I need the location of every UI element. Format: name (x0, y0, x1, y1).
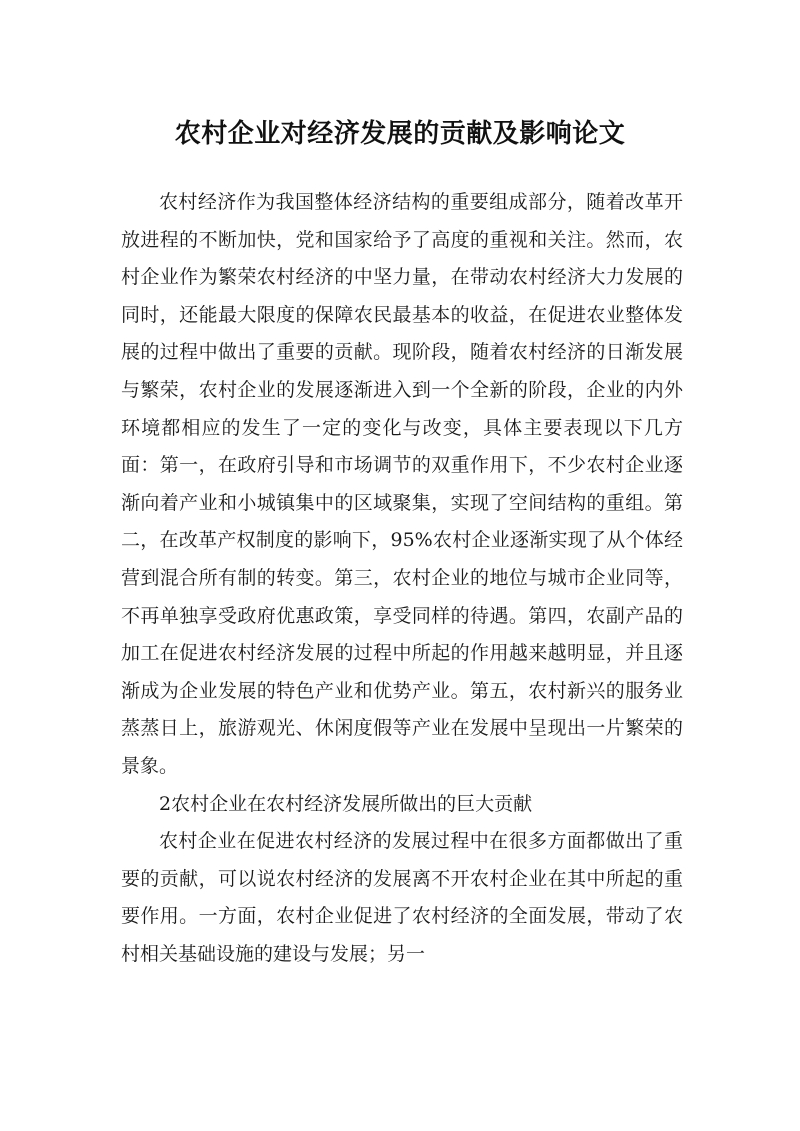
document-title: 农村企业对经济发展的贡献及影响论文 (174, 119, 626, 150)
paragraph-intro: 农村经济作为我国整体经济结构的重要组成部分，随着改革开放进程的不断加快，党和国家给予了高度的重视和关注。然而，农村企业作为繁荣农村经济的中坚力量，在带动农村经济大力发展的同时，还能最大限度的保障农民最基本的收益，在促进农业整体发展的过程中做出了重要的贡献。现阶段，随着农村经济的日渐发展与繁荣，农村企业的发展逐渐进入到一个全新的阶段，企业的内外环境都相应的发生了一定的变化与改变，具体主要表现以下几方面：第一，在政府引导和市场调节的双重作用下，不少农村企业逐渐向着产业和小城镇集中的区域聚集，实现了空间结构的重组。第二，在改革产权制度的影响下，95%农村企业逐渐实现了从个体经营到混合所有制的转变。第三，农村企业的地位与城市企业同等，不再单独享受政府优惠政策，享受同样的待遇。第四，农副产品的加工在促进农村经济发展的过程中所起的作用越来越明显，并且逐渐成为企业发展的特色产业和优势产业。第五，农村新兴的服务业蒸蒸日上，旅游观光、休闲度假等产业在发展中呈现出一片繁荣的景象。 (121, 191, 683, 777)
document-body (121, 184, 683, 973)
paragraph-section-2: 农村企业在促进农村经济的发展过程中在很多方面都做出了重要的贡献，可以说农村经济的发展离不开农村企业在其中所起的重要作用。一方面，农村企业促进了农村经济的全面发展，带动了农村相关基础设施的建设与发展；另一 (121, 830, 683, 965)
section-heading-2: 2农村企业在农村经济发展所做出的巨大贡献 (159, 792, 533, 815)
